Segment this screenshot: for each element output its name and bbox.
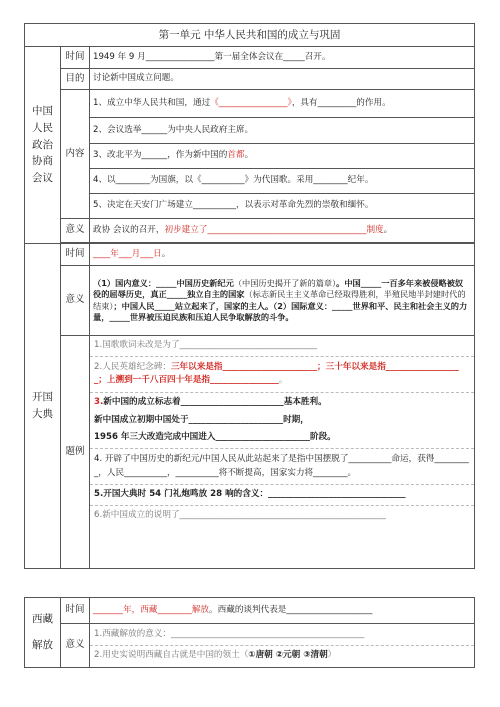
founding-meaning-text: （1）国内意义：_____中国历史新纪元（中国历史揭开了新的篇章）。中国_____一百多年来被侵略被奴役的屈辱历史，真正_____独立自主的国家（标志新民主主义革命已经取得胜利，半殖民地半封建时代的结束）；中国人民_____站立起来了，国家的主人。（2）国际意义：_____世界和平、民主和社会主义的力量，_____世界被压迫民族和压迫人民争取解放的斗争。 — [90, 266, 475, 336]
cppcc-item-5: 5、决定在天安门广场建立__________，以表示对革命先烈的崇敬和缅怀。 — [90, 194, 475, 219]
founding-time-text: ____年___月___日。 — [90, 244, 475, 266]
cppcc-item-1: 1、成立中华人民共和国，通过《________________》，具有_________的作用。 — [90, 90, 475, 118]
tibet-meaning-label: 意义 — [61, 624, 90, 668]
founding-exercises — [90, 336, 475, 569]
tibet-time-text: _______年，西藏________解放。西藏的谈判代表是____________________ — [90, 598, 475, 624]
cppcc-content-label: 内容 — [61, 90, 90, 219]
tibet-meaning-1: 1.西藏解放的意义：_____________________________________________ — [94, 629, 365, 640]
question-5: 5.开国大典时 54 门礼炮鸣放 28 响的含义：________________________________ — [90, 484, 474, 505]
cppcc-item-4: 4、以________为国旗，以《__________》为代国歌。采用________纪年。 — [90, 169, 475, 194]
founding-section-label: 开国 大典 — [25, 244, 61, 569]
cppcc-goal-text: 讨论新中国成立问题。 — [90, 69, 475, 90]
founding-exercises-label: 题例 — [61, 336, 90, 569]
page-title: 第一单元 中华人民共和国的成立与巩固 — [25, 24, 475, 47]
cppcc-time-label: 时间 — [61, 47, 90, 69]
question-4: 4. 开辟了中国历史的新纪元/中国人民从此站起来了是指中国摆脱了__________命运，获得_________，人民__________，__________将不断提高，国家实力将________。 — [90, 448, 474, 485]
tibet-table — [24, 597, 475, 668]
cppcc-goal-label: 目的 — [61, 69, 90, 90]
tibet-section-label: 西藏 解放 — [25, 598, 61, 668]
founding-meaning-label: 意义 — [61, 266, 90, 336]
cppcc-time-text: 1949 年 9 月________________第一届全体会议在_____召开。 — [90, 47, 475, 69]
question-6: 6.新中国成立的说明了________________________________________________ — [90, 505, 474, 526]
cppcc-meaning-label: 意义 — [61, 219, 90, 243]
tibet-meaning — [90, 624, 475, 668]
cppcc-section-label: 中国 人民 政治 协商 会议 — [25, 47, 61, 244]
tibet-time-label: 时间 — [61, 598, 90, 624]
cppcc-meaning-text: 政协 会议的召开，初步建立了_____________________________________制度。 — [90, 219, 475, 243]
question-2: 2.人民英雄纪念碑：三年以来是指______________________；三十年以来是指__________________；上溯到一千八百四十年是指________________。 — [90, 356, 474, 393]
cppcc-item-3: 3、改北平为______，作为新中国的首都。 — [90, 144, 475, 169]
cppcc-item-2: 2、会议选举______为中央人民政府主席。 — [90, 118, 475, 144]
question-3: 3.新中国的成立标志着________________________基本胜利。 新中国成立初期中国处于______________________时期， 1956 年三大改造完成中国进入______________________阶段。 — [90, 392, 474, 448]
founding-time-label: 时间 — [61, 244, 90, 266]
tibet-meaning-2: 2.用史实说明西藏自古就是中国的领土（①唐朝 ②元朝 ③清朝） — [90, 645, 474, 666]
main-table — [24, 23, 475, 569]
question-1: 1.国歌歌词未改是为了________________________________ — [94, 340, 318, 350]
